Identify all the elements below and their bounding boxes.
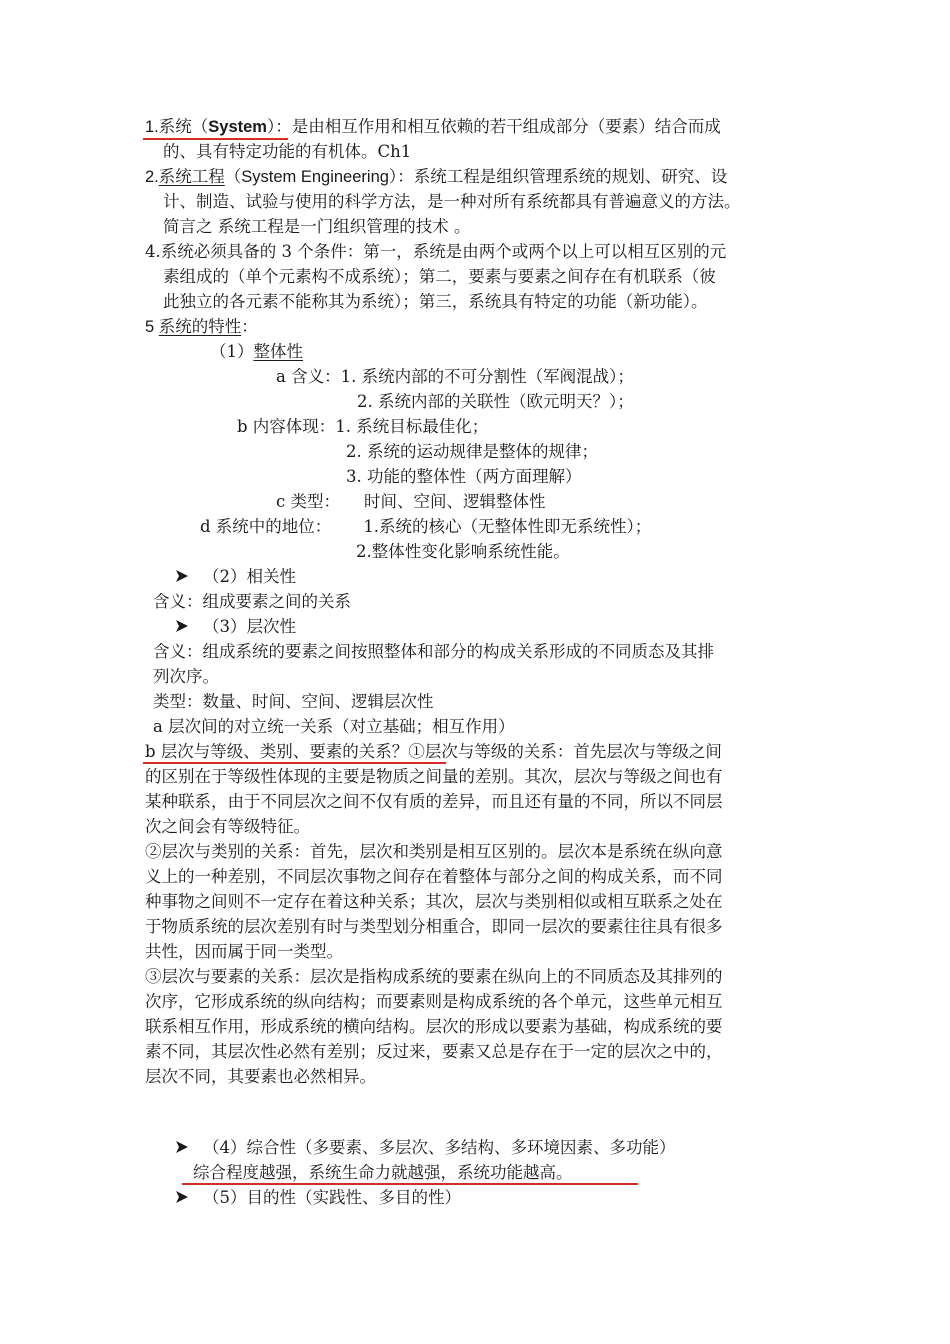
property-3-heading [175,616,296,638]
property-3-definition-line-2: 列次序。 [153,667,219,686]
property-1-d-line-1 [200,516,651,538]
property-1-d-line-2: 2.整体性变化影响系统性能。 [356,542,570,561]
property-3-d-line-4: 素不同，其层次性必然有差别；反过来，要素又总是存在于一定的层次之中的， [145,1042,723,1061]
item-2-definition: ：系统工程是组织管理系统的规划、研究、设 [397,167,728,186]
property-3-b-line-3: 某种联系，由于不同层次之间不仅有质的差异，而且还有量的不同，所以不同层 [145,792,723,811]
arrow-bullet-icon [175,1190,189,1204]
property-3-d-line-1: ③层次与要素的关系：层次是指构成系统的要素在纵向上的不同质态及其排列的 [145,967,723,986]
property-1-a-line-1: a 含义：1. 系统内部的不可分割性（军阀混战）； [276,367,634,386]
item-1-term-open: 系统（ [158,117,209,136]
property-1-b-line-1: b 内容体现：1. 系统目标最佳化； [237,417,489,436]
property-1-b-line-2: 2. 系统的运动规律是整体的规律； [346,442,598,461]
item-1-line-2: 的、具有特定功能的有机体。Ch1 [163,142,412,161]
property-1-number: （1） [210,342,254,361]
property-1-c-value: 时间、空间、逻辑整体性 [364,492,546,511]
property-5-heading [175,1187,461,1209]
item-5-title: 系统的特性 [158,317,242,336]
property-5-title: （5）目的性（实践性、多目的性） [203,1188,461,1207]
red-annotation-underline-question [143,762,446,764]
arrow-bullet-icon [175,569,189,583]
item-2-line-3: 简言之 系统工程是一门组织管理的技术 。 [163,217,471,236]
item-2-english-term: （System Engineering） [224,168,398,186]
property-3-b-question: b 层次与等级、类别、要素的关系？ [145,742,409,761]
property-1-b-line-3: 3. 功能的整体性（两方面理解） [346,467,582,486]
arrow-bullet-icon [175,1140,189,1154]
property-4-heading [175,1137,676,1159]
item-1-term-close: ） [266,117,276,136]
item-5-number: 5 [145,318,159,336]
property-3-b-line-1 [145,741,722,763]
item-1-definition: ：是由相互作用和相互依赖的若干组成部分（要素）结合而成 [275,117,721,136]
red-annotation-underline-system [143,138,288,140]
property-3-c-line-5: 共性，因而属于同一类型。 [145,942,343,961]
property-3-c-line-2: 义上的一种差别，不同层次事物之间存在着整体与部分之间的构成关系，而不同 [145,867,723,886]
item-2-number: 2. [145,168,159,186]
item-2-line-2: 计、制造、试验与使用的科学方法，是一种对所有系统都具有普遍意义的方法。 [163,192,741,211]
property-3-b-line-2: 的区别在于等级性体现的主要是物质之间量的差别。其次，层次与等级之间也有 [145,767,723,786]
property-1-d-value: 1.系统的核心（无整体性即无系统性）； [363,517,652,536]
property-3-d-line-5: 层次不同，其要素也必然相异。 [145,1067,376,1086]
property-2-title: （2）相关性 [203,567,296,586]
property-4-note: 综合程度越强，系统生命力就越强，系统功能越高。 [193,1163,573,1182]
property-1-c-label: c 类型： [276,492,340,511]
property-2-heading [175,566,296,588]
property-3-types: 类型：数量、时间、空间、逻辑层次性 [153,692,434,711]
item-4-line-3: 此独立的各元素不能称其为系统）；第三，系统具有特定的功能（新功能）。 [163,292,708,311]
property-1-c-line [276,491,546,513]
red-annotation-underline-comprehensive [182,1183,638,1185]
property-3-c-line-4: 于物质系统的层次差别有时与类型划分相重合，即同一层次的要素往往具有很多 [145,917,723,936]
property-2-definition: 含义：组成要素之间的关系 [153,592,351,611]
property-3-a: a 层次间的对立统一关系（对立基础；相互作用） [153,717,515,736]
property-3-b-line-4: 次之间会有等级特征。 [145,817,310,836]
item-1-line-1 [145,116,721,138]
property-3-b-answer-1: ①层次与等级的关系：首先层次与等级之间 [408,742,722,761]
property-4-title: （4）综合性（多要素、多层次、多结构、多环境因素、多功能） [203,1138,676,1157]
item-2-term: 系统工程 [158,167,225,186]
property-1-d-label: d 系统中的地位： [200,517,332,536]
item-2-line-1 [145,166,727,188]
arrow-bullet-icon [175,619,189,633]
property-1-heading [210,341,303,363]
property-1-a-line-2: 2. 系统内部的关联性（欧元明天？）； [357,392,634,411]
property-3-c-line-3: 种事物之间则不一定存在着这种关系；其次，层次与类别相似或相互联系之处在 [145,892,723,911]
item-4-line-1: 4.系统必须具备的 3 个条件：第一，系统是由两个或两个以上可以相互区别的元 [145,242,727,261]
property-3-c-line-1: ②层次与类别的关系：首先，层次和类别是相互区别的。层次本是系统在纵向意 [145,842,723,861]
property-1-title: 整体性 [253,342,303,361]
item-5-heading [145,316,258,338]
item-1-term-system: System [208,118,267,136]
property-3-definition-line-1: 含义：组成系统的要素之间按照整体和部分的构成关系形成的不同质态及其排 [153,642,714,661]
item-4-line-2: 素组成的（单个元素构不成系统）；第二，要素与要素之间存在有机联系（彼 [163,267,716,286]
property-3-title: （3）层次性 [203,617,296,636]
property-3-d-line-3: 联系相互作用，形成系统的横向结构。层次的形成以要素为基础，构成系统的要 [145,1017,723,1036]
property-3-d-line-2: 次序，它形成系统的纵向结构；而要素则是构成系统的各个单元，这些单元相互 [145,992,723,1011]
item-5-colon: ： [241,317,258,336]
item-1-number: 1. [145,118,159,136]
